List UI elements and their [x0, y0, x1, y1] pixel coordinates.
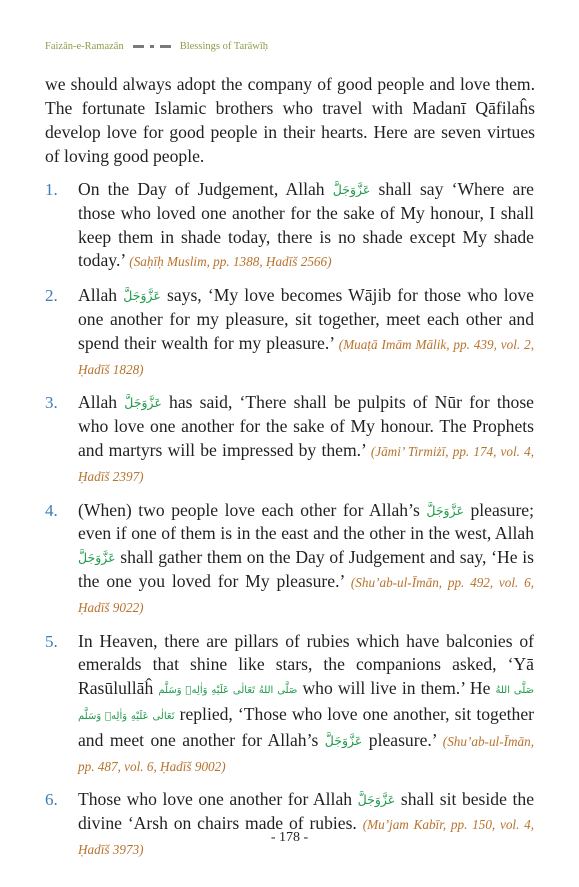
intro-paragraph: we should always adopt the company of good people and love them. The fortunate Islamic brothers who travel with Madanī Qāfilaĥs develop love for good people in their hearts. Here are seven virtues of loving good people.	[45, 74, 535, 166]
honorific-allah: عَزَّوَجَلَّ	[426, 502, 464, 518]
item-text: shall gather them on the Day of Judgement and say, ‘He is the one you loved for My pleasure.’	[78, 547, 534, 591]
honorific-allah: عَزَّوَجَلَّ	[332, 182, 371, 197]
hadith-reference: (Muaṭā Imām Mālik, pp. 439, vol. 2, Ḥadīš 1828)	[78, 336, 534, 377]
item-text: (When) two people love each other for Allah’s	[78, 499, 427, 520]
list-item	[0, 499, 534, 620]
honorific-allah: عَزَّوَجَلَّ	[124, 395, 162, 411]
honorific-allah: عَزَّوَجَلَّ	[357, 792, 396, 808]
item-text: In Heaven, there are pillars of rubies which have balconies of emeralds that shine like stars, the companions asked, ‘Yā Rasūlullāĥ	[78, 630, 534, 699]
virtues-list	[0, 178, 579, 872]
header-book-title: Faizān-e-Ramazān	[45, 41, 124, 52]
item-number: 4.	[45, 500, 58, 520]
honorific-allah: عَزَّوَجَلَّ	[78, 550, 116, 566]
item-text: Allah	[78, 392, 125, 413]
list-item	[0, 788, 534, 861]
item-number: 2.	[45, 286, 58, 306]
item-text: shall sit beside the divine ‘Arsh on chairs made of rubies.	[78, 789, 535, 834]
honorific-allah: عَزَّوَجَلَّ	[123, 288, 161, 304]
hadith-reference: (Saḥīḥ Muslim, pp. 1388, Ḥadīš 2566)	[129, 254, 332, 270]
item-number: 6.	[45, 790, 58, 810]
header-chapter-title: Blessings of Tarāwīḥ	[179, 41, 269, 52]
list-item	[0, 284, 534, 381]
hadith-reference: (Jāmi’ Tirmiżī, pp. 174, vol. 4, Ḥadīš 2397)	[78, 443, 534, 484]
item-number: 5.	[45, 631, 58, 651]
item-number: 3.	[45, 393, 58, 413]
item-text: pleasure; even if one of them is in the east and the other in the west, Allah	[78, 499, 534, 544]
running-header	[45, 41, 539, 52]
item-number: 1.	[45, 180, 58, 199]
item-text: says, ‘My love becomes Wājib for those who love one another for my pleasure, sit together, meet each other and spend their wealth for my pleasure.’	[78, 285, 534, 353]
hadith-reference: (Shu’ab-ul-Īmān, pp. 487, vol. 6, Ḥadīš 9002)	[78, 733, 534, 774]
hadith-reference: (Shu’ab-ul-Īmān, pp. 492, vol. 6, Ḥadīš 9022)	[78, 574, 534, 615]
hadith-reference: (Mu’jam Kabīr, pp. 150, vol. 4, Ḥadīš 3973)	[78, 817, 534, 857]
item-text: On the Day of Judgement, Allah	[78, 179, 333, 199]
honorific-prophet: صَلَّى اللهُ تَعَالٰى عَلَيْهِ وَاٰلِهٖ وَسَلَّم	[158, 685, 298, 697]
list-item	[0, 391, 534, 488]
honorific-allah: عَزَّوَجَلَّ	[324, 732, 363, 748]
list-item	[0, 630, 534, 779]
item-text: Those who love one another for Allah	[78, 789, 358, 810]
honorific-prophet: صَلَّى اللهُ تَعَالٰى عَلَيْهِ وَاٰلِهٖ وَسَلَّم	[78, 685, 535, 722]
list-item	[0, 178, 534, 274]
item-text: Allah	[78, 285, 124, 306]
header-separator	[130, 45, 174, 48]
item-text: shall say ‘Where are those who loved one another for the sake of My honour, I shall keep them in shade today, there is no shade except My shade today.’	[78, 179, 534, 271]
item-text: pleasure.’	[362, 729, 443, 750]
item-text: who will live in them.’ He	[297, 678, 496, 699]
item-text: has said, ‘There shall be pulpits of Nūr for those who love one another for the sake of My honour. The Prophets and martyrs will be impressed by them.’	[78, 392, 534, 460]
item-text: replied, ‘Those who love one another, sit together and meet one another for Allah’s	[78, 703, 535, 750]
page-number: - 178 -	[270, 830, 309, 845]
